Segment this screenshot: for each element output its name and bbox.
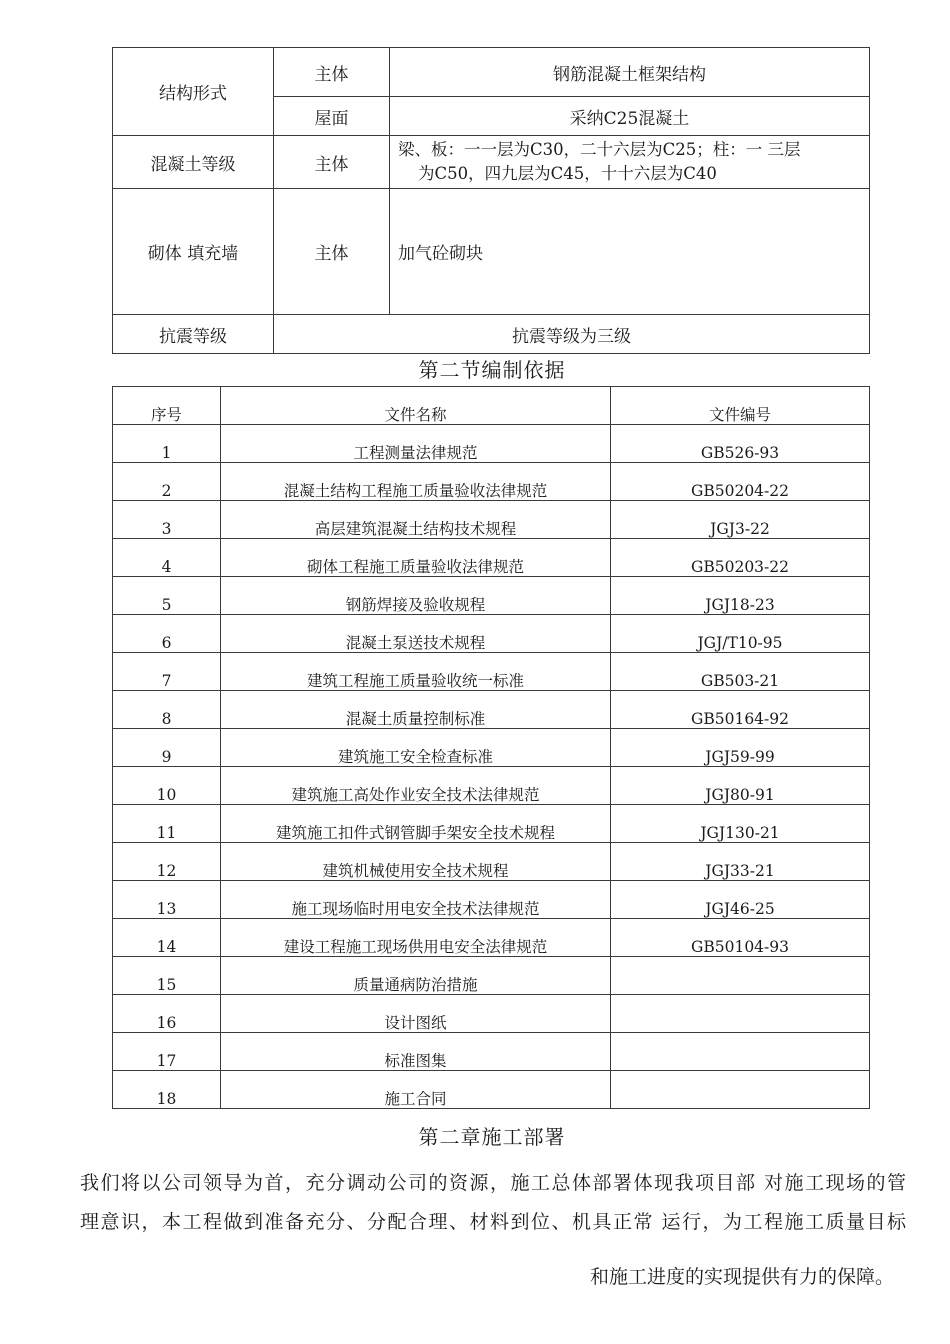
row-no: 15 xyxy=(113,957,221,995)
row-code: GB50164-92 xyxy=(611,691,870,729)
row-code: GB50104-93 xyxy=(611,919,870,957)
row-name: 设计图纸 xyxy=(221,995,611,1033)
row-name: 建设工程施工现场供用电安全法律规范 xyxy=(221,919,611,957)
table-row xyxy=(113,463,870,501)
table-row xyxy=(113,957,870,995)
table-row xyxy=(113,729,870,767)
concrete-grade-line1: 梁、板：一一层为C30，二十六层为C25；柱：一 三层 xyxy=(398,140,801,159)
row-no: 3 xyxy=(113,501,221,539)
row-code: JGJ33-21 xyxy=(611,843,870,881)
row-no: 7 xyxy=(113,653,221,691)
seismic-label: 抗震等级 xyxy=(113,315,274,354)
masonry-main-label: 主体 xyxy=(274,189,390,315)
masonry-value: 加气砼砌块 xyxy=(390,189,870,315)
row-name: 建筑施工安全检查标准 xyxy=(221,729,611,767)
header-no: 序号 xyxy=(113,387,221,425)
row-code: JGJ18-23 xyxy=(611,577,870,615)
table-row xyxy=(113,501,870,539)
row-code: JGJ80-91 xyxy=(611,767,870,805)
concrete-grade-line2: 为C50，四九层为C45，十十六层为C40 xyxy=(418,164,717,183)
row-name: 混凝土质量控制标准 xyxy=(221,691,611,729)
row-code xyxy=(611,957,870,995)
table-row xyxy=(113,767,870,805)
table-row xyxy=(113,577,870,615)
row-name: 建筑机械使用安全技术规程 xyxy=(221,843,611,881)
table-row xyxy=(113,1033,870,1071)
row-name: 钢筋焊接及验收规程 xyxy=(221,577,611,615)
structure-form-label: 结构形式 xyxy=(113,48,274,136)
table-row xyxy=(113,615,870,653)
row-name: 建筑施工高处作业安全技术法律规范 xyxy=(221,767,611,805)
header-name: 文件名称 xyxy=(221,387,611,425)
table-row xyxy=(113,805,870,843)
row-code: JGJ/T10-95 xyxy=(611,615,870,653)
row-name: 施工合同 xyxy=(221,1071,611,1109)
row-name: 标准图集 xyxy=(221,1033,611,1071)
row-code xyxy=(611,1033,870,1071)
structure-table xyxy=(112,47,870,354)
row-no: 10 xyxy=(113,767,221,805)
row-name: 施工现场临时用电安全技术法律规范 xyxy=(221,881,611,919)
row-name: 混凝土结构工程施工质量验收法律规范 xyxy=(221,463,611,501)
row-no: 11 xyxy=(113,805,221,843)
table-row xyxy=(113,919,870,957)
table-row xyxy=(113,1071,870,1109)
masonry-label: 砌体 填充墙 xyxy=(113,189,274,315)
row-no: 1 xyxy=(113,425,221,463)
concrete-grade-label: 混凝土等级 xyxy=(113,136,274,189)
table-row xyxy=(113,653,870,691)
row-no: 4 xyxy=(113,539,221,577)
row-name: 混凝土泵送技术规程 xyxy=(221,615,611,653)
row-name: 砌体工程施工质量验收法律规范 xyxy=(221,539,611,577)
row-no: 16 xyxy=(113,995,221,1033)
row-code: GB50203-22 xyxy=(611,539,870,577)
row-name: 高层建筑混凝土结构技术规程 xyxy=(221,501,611,539)
row-name: 建筑工程施工质量验收统一标准 xyxy=(221,653,611,691)
row-code: GB526-93 xyxy=(611,425,870,463)
main-body-label: 主体 xyxy=(274,48,390,97)
roof-value: 采纳C25混凝土 xyxy=(390,97,870,136)
seismic-value: 抗震等级为三级 xyxy=(274,315,870,354)
table-row xyxy=(113,881,870,919)
table-row xyxy=(113,425,870,463)
table-row xyxy=(113,843,870,881)
row-no: 13 xyxy=(113,881,221,919)
row-code: JGJ46-25 xyxy=(611,881,870,919)
section2-title: 第二节编制依据 xyxy=(418,358,566,382)
structure-form-value: 钢筋混凝土框架结构 xyxy=(390,48,870,97)
table-row xyxy=(113,995,870,1033)
row-no: 2 xyxy=(113,463,221,501)
concrete-main-label: 主体 xyxy=(274,136,390,189)
row-no: 5 xyxy=(113,577,221,615)
row-code: JGJ3-22 xyxy=(611,501,870,539)
row-name: 建筑施工扣件式钢管脚手架安全技术规程 xyxy=(221,805,611,843)
row-name: 质量通病防治措施 xyxy=(221,957,611,995)
roof-label: 屋面 xyxy=(274,97,390,136)
header-code: 文件编号 xyxy=(611,387,870,425)
row-no: 9 xyxy=(113,729,221,767)
row-code xyxy=(611,995,870,1033)
row-code: GB503-21 xyxy=(611,653,870,691)
row-no: 14 xyxy=(113,919,221,957)
concrete-grade-value xyxy=(390,136,870,189)
row-no: 6 xyxy=(113,615,221,653)
row-no: 8 xyxy=(113,691,221,729)
row-code xyxy=(611,1071,870,1109)
table-row xyxy=(113,691,870,729)
row-name: 工程测量法律规范 xyxy=(221,425,611,463)
row-code: JGJ59-99 xyxy=(611,729,870,767)
row-no: 17 xyxy=(113,1033,221,1071)
chapter2-title: 第二章施工部署 xyxy=(418,1125,566,1149)
paragraph-line1: 我们将以公司领导为首，充分调动公司的资源，施工总体部署体现我项目部 对施工现场的管 xyxy=(80,1172,906,1194)
row-code: GB50204-22 xyxy=(611,463,870,501)
table-row xyxy=(113,539,870,577)
basis-table xyxy=(112,386,870,1109)
paragraph-line2: 理意识，本工程做到准备充分、分配合理、材料到位、机具正常 运行，为工程施工质量目标 xyxy=(80,1211,906,1233)
paragraph-line3: 和施工进度的实现提供有力的保障。 xyxy=(589,1266,894,1288)
row-no: 12 xyxy=(113,843,221,881)
row-no: 18 xyxy=(113,1071,221,1109)
row-code: JGJ130-21 xyxy=(611,805,870,843)
